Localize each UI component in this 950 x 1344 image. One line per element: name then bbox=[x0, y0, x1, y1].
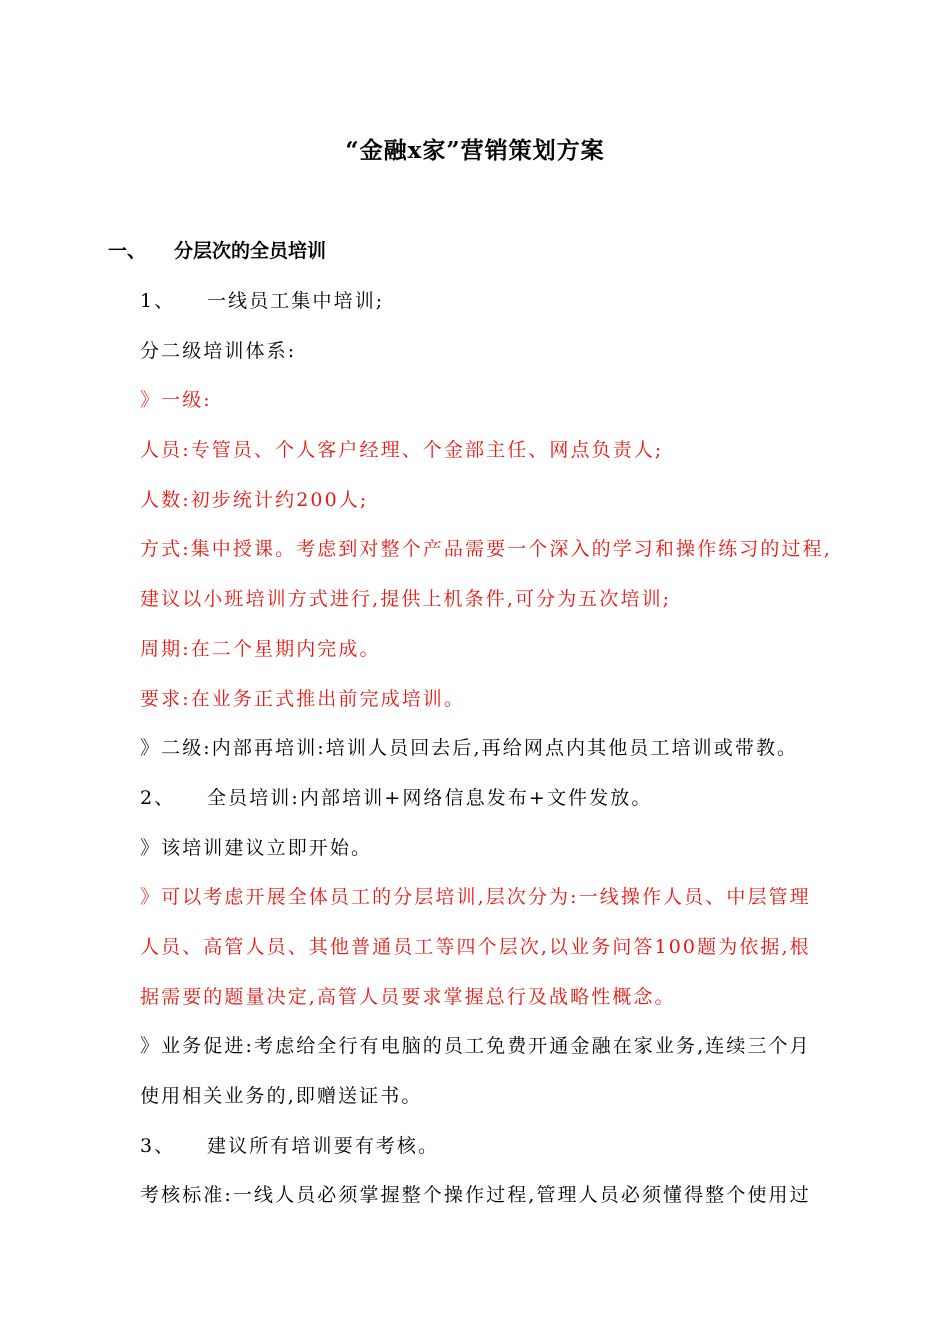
paragraph-line bbox=[140, 1028, 900, 1078]
list-number: 3、 bbox=[140, 1134, 176, 1157]
line-text: 》业务促进:考虑给全行有电脑的员工免费开通金融在家业务,连续三个月 bbox=[140, 1035, 811, 1058]
line-text: 》可以考虑开展全体员工的分层培训,层次分为:一线操作人员、中层管理 bbox=[140, 886, 811, 909]
line-text: 人数:初步统计约200人; bbox=[140, 488, 369, 511]
list-number: 2、 bbox=[140, 786, 176, 809]
paragraph-line bbox=[140, 531, 900, 581]
paragraph-line bbox=[140, 979, 900, 1029]
section-title: 分层次的全员培训 bbox=[174, 240, 327, 262]
paragraph-line bbox=[140, 1128, 900, 1178]
body-text bbox=[140, 283, 900, 1227]
line-text: 考核标准:一线人员必须掌握整个操作过程,管理人员必须懂得整个使用过 bbox=[140, 1184, 811, 1207]
line-text: 周期:在二个星期内完成。 bbox=[140, 637, 381, 660]
paragraph-line bbox=[140, 879, 900, 929]
paragraph-line bbox=[140, 432, 900, 482]
line-text: 建议所有培训要有考核。 bbox=[207, 1134, 440, 1157]
section-heading-1 bbox=[108, 236, 326, 263]
line-text: 》该培训建议立即开始。 bbox=[140, 836, 373, 859]
list-number: 1、 bbox=[140, 290, 176, 312]
line-text: 建议以小班培训方式进行,提供上机条件,可分为五次培训; bbox=[140, 588, 672, 611]
line-text: 人员、高管人员、其他普通员工等四个层次,以业务问答100题为依据,根 bbox=[140, 935, 811, 958]
line-text: 要求:在业务正式推出前完成培训。 bbox=[140, 687, 466, 710]
line-text: 全员培训:内部培训+网络信息发布+文件发放。 bbox=[207, 786, 653, 809]
paragraph-line bbox=[140, 631, 900, 681]
paragraph-line bbox=[140, 283, 900, 333]
line-text: 据需要的题量决定,高管人员要求掌握总行及战略性概念。 bbox=[140, 985, 676, 1008]
line-text: 方式:集中授课。考虑到对整个产品需要一个深入的学习和操作练习的过程, bbox=[140, 538, 832, 561]
paragraph-line bbox=[140, 681, 900, 731]
paragraph-line bbox=[140, 1078, 900, 1128]
paragraph-line bbox=[140, 333, 900, 383]
paragraph-line bbox=[140, 581, 900, 631]
line-text: 一线员工集中培训; bbox=[207, 290, 385, 312]
line-text: 分二级培训体系: bbox=[140, 339, 297, 362]
paragraph-line bbox=[140, 382, 900, 432]
section-number: 一、 bbox=[108, 240, 147, 262]
paragraph-line bbox=[140, 780, 900, 830]
paragraph-line bbox=[140, 929, 900, 979]
paragraph-line bbox=[140, 730, 900, 780]
paragraph-line bbox=[140, 482, 900, 532]
document-title: “金融x家”营销策划方案 bbox=[345, 137, 605, 164]
paragraph-line bbox=[140, 1177, 900, 1227]
line-text: 》一级: bbox=[140, 389, 212, 412]
line-text: 使用相关业务的,即赠送证书。 bbox=[140, 1085, 423, 1107]
line-text: 》二级:内部再培训:培训人员回去后,再给网点内其他员工培训或带教。 bbox=[140, 737, 799, 760]
paragraph-line bbox=[140, 830, 900, 880]
line-text: 人员:专管员、个人客户经理、个金部主任、网点负责人; bbox=[140, 439, 664, 462]
